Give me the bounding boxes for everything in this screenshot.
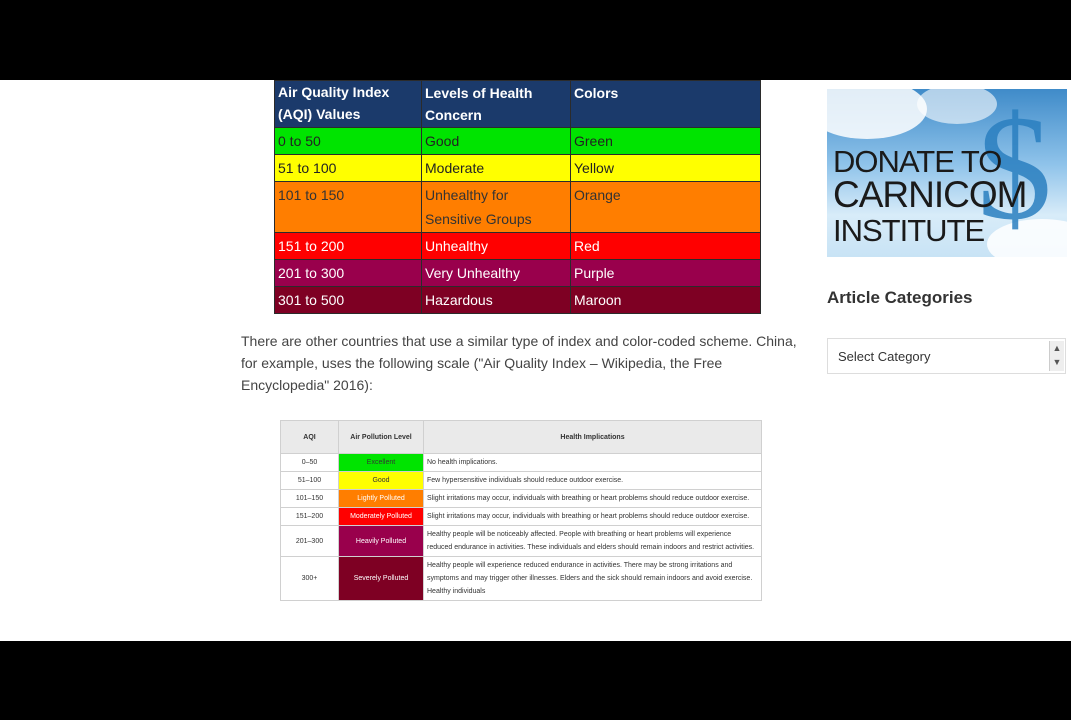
china-implications-cell: No health implications. <box>424 454 762 472</box>
us-aqi-row <box>275 260 761 287</box>
color-name-cell: Purple <box>571 260 761 287</box>
health-level-cell: Very Unhealthy <box>422 260 571 287</box>
china-aqi-row <box>281 472 762 490</box>
category-select-value: Select Category <box>838 349 931 364</box>
china-aqi-row <box>281 490 762 508</box>
china-aqi-row <box>281 526 762 557</box>
china-aqi-cell: 101–150 <box>281 490 339 508</box>
china-aqi-row <box>281 508 762 526</box>
china-aqi-cell: 151–200 <box>281 508 339 526</box>
health-level-cell: Moderate <box>422 155 571 182</box>
color-name-cell: Maroon <box>571 287 761 314</box>
china-level-cell: Moderately Polluted <box>339 508 424 526</box>
article-paragraph: There are other countries that use a similar type of index and color-coded scheme. China, for example, uses the following scale ("Air Quality Index – Wikipedia, the Free Encyclopedia" 2016): <box>241 333 797 393</box>
china-level-cell: Good <box>339 472 424 490</box>
china-aqi-row <box>281 454 762 472</box>
china-aqi-cell: 201–300 <box>281 526 339 557</box>
health-level-cell: Unhealthy <box>422 233 571 260</box>
china-header-row <box>281 421 762 454</box>
health-level-cell: Hazardous <box>422 287 571 314</box>
aqi-range-cell: 0 to 50 <box>275 128 422 155</box>
donate-line-1: DONATE TO <box>833 144 1002 179</box>
aqi-range-cell: 51 to 100 <box>275 155 422 182</box>
china-header-level: Air Pollution Level <box>339 421 424 454</box>
header-colors: Colors <box>571 81 761 128</box>
china-implications-cell: Slight irritations may occur, individuals with breathing or heart problems should reduce outdoor exercise. <box>424 490 762 508</box>
us-aqi-row <box>275 155 761 182</box>
donate-line-3: INSTITUTE <box>833 213 985 248</box>
aqi-range-cell: 301 to 500 <box>275 287 422 314</box>
header-health-concern: Levels of Health Concern <box>422 81 571 128</box>
color-name-cell: Red <box>571 233 761 260</box>
video-letterbox-top <box>0 0 1071 80</box>
us-aqi-table <box>274 80 761 314</box>
china-implications-cell: Healthy people will experience reduced endurance in activities. There may be strong irritations and symptoms and may trigger other illnesses. Elders and the sick should remain indoors and avoid exercise. Healthy individuals <box>424 557 762 601</box>
china-implications-cell: Healthy people will be noticeably affected. People with breathing or heart problems will experience reduced endurance in activities. These individuals and elders should remain indoors and restrict activities. <box>424 526 762 557</box>
donate-line-2: CARNICOM <box>833 174 1027 215</box>
aqi-range-cell: 201 to 300 <box>275 260 422 287</box>
china-level-cell: Excellent <box>339 454 424 472</box>
color-name-cell: Orange <box>571 182 761 233</box>
china-level-cell: Lightly Polluted <box>339 490 424 508</box>
china-aqi-cell: 300+ <box>281 557 339 601</box>
web-page <box>0 80 1071 641</box>
article-categories-title: Article Categories <box>827 288 973 307</box>
china-header-aqi: AQI <box>281 421 339 454</box>
color-name-cell: Green <box>571 128 761 155</box>
us-aqi-header-row <box>275 81 761 128</box>
header-aqi-values: Air Quality Index (AQI) Values <box>275 81 422 128</box>
china-aqi-cell: 51–100 <box>281 472 339 490</box>
aqi-range-cell: 151 to 200 <box>275 233 422 260</box>
health-level-cell: Good <box>422 128 571 155</box>
aqi-range-cell: 101 to 150 <box>275 182 422 233</box>
category-select[interactable] <box>827 338 1066 374</box>
us-aqi-row <box>275 233 761 260</box>
china-aqi-row <box>281 557 762 601</box>
us-aqi-row <box>275 287 761 314</box>
china-level-cell: Severely Polluted <box>339 557 424 601</box>
china-header-implications: Health Implications <box>424 421 762 454</box>
china-aqi-table <box>280 420 762 601</box>
color-name-cell: Yellow <box>571 155 761 182</box>
dollar-sign-icon: $ <box>977 89 1052 251</box>
china-level-cell: Heavily Polluted <box>339 526 424 557</box>
chevron-updown-icon: ▲ ▼ <box>1049 341 1064 371</box>
china-implications-cell: Few hypersensitive individuals should reduce outdoor exercise. <box>424 472 762 490</box>
china-implications-cell: Slight irritations may occur, individuals with breathing or heart problems should reduce outdoor exercise. <box>424 508 762 526</box>
us-aqi-row <box>275 128 761 155</box>
china-aqi-cell: 0–50 <box>281 454 339 472</box>
health-level-cell: Unhealthy for Sensitive Groups <box>422 182 571 233</box>
video-letterbox-bottom <box>0 641 1071 720</box>
donate-banner[interactable] <box>827 89 1067 257</box>
us-aqi-row <box>275 182 761 233</box>
cloud-decoration <box>827 89 927 139</box>
